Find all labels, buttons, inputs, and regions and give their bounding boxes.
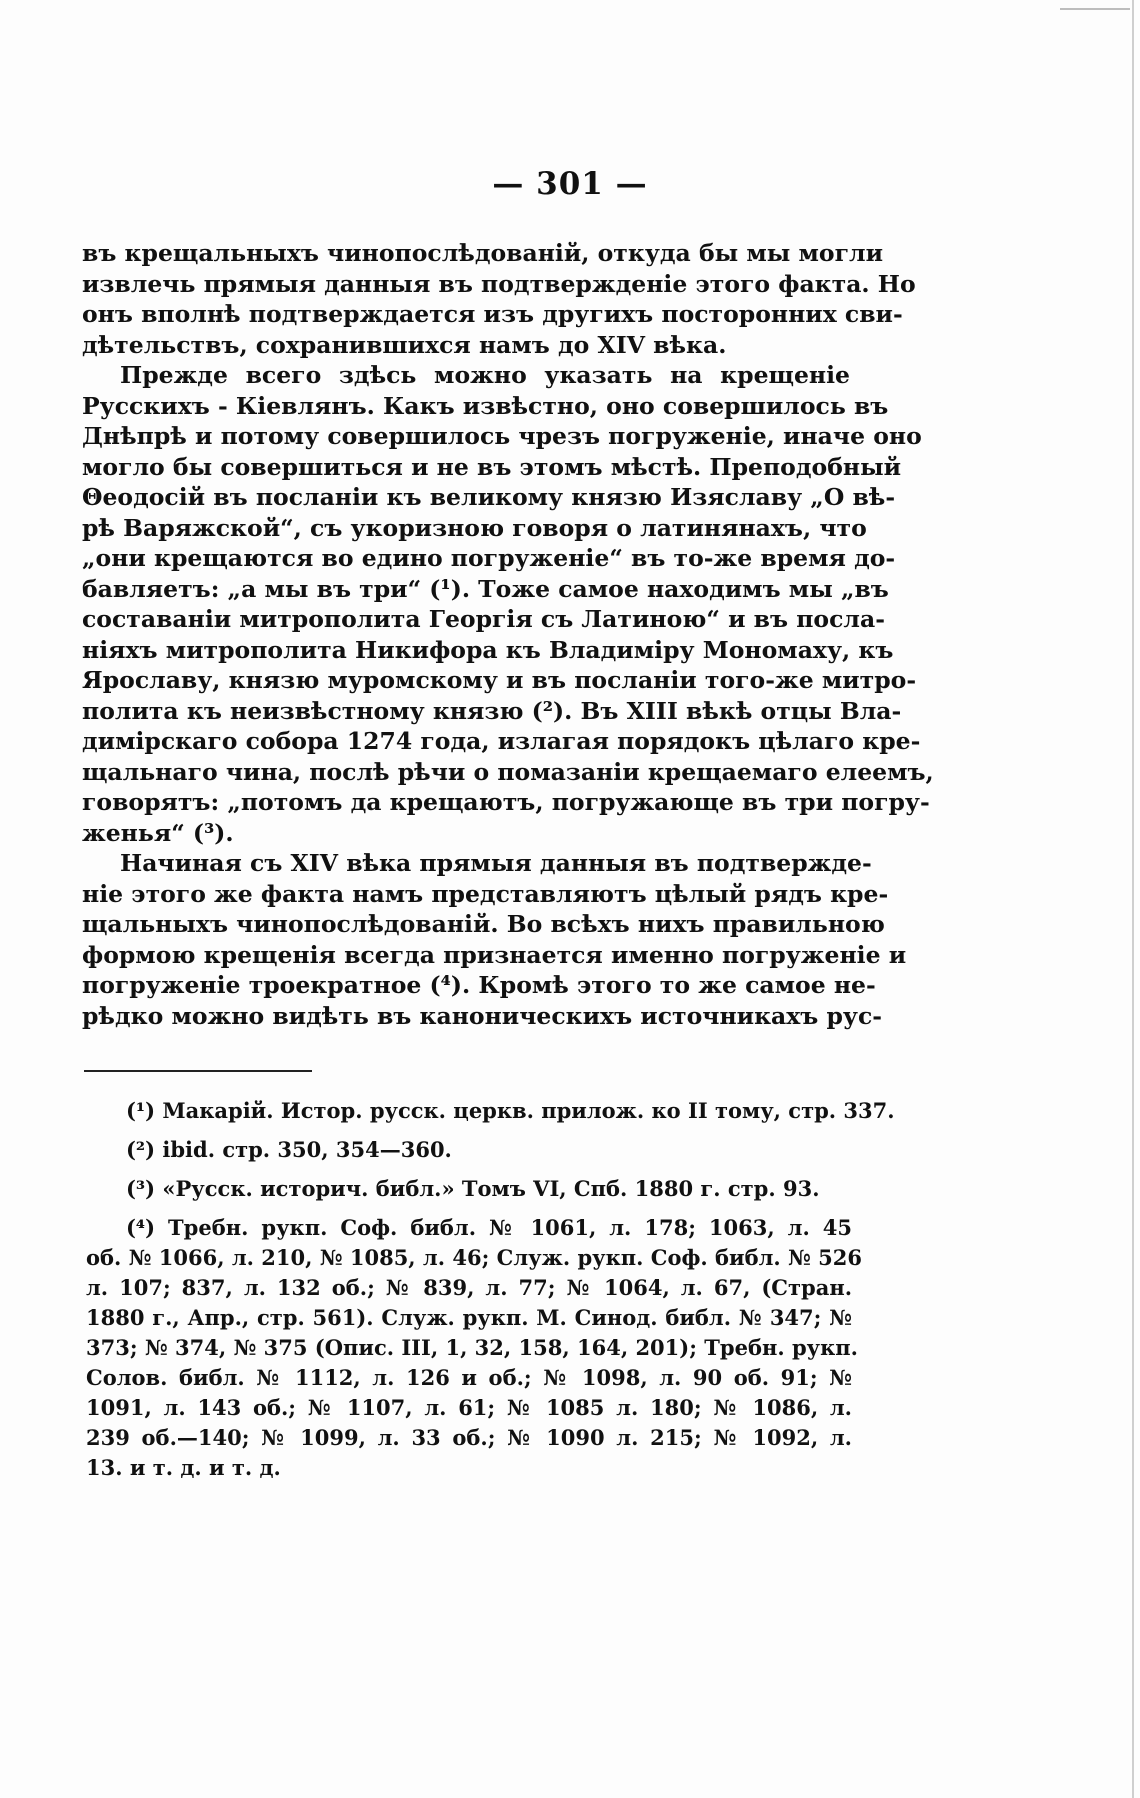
footnote-line: (²) ibid. стр. 350, 354—360. <box>126 1137 452 1162</box>
body-line: въ крещальныхъ чинопослѣдованiй, откуда бы мы могли <box>82 239 884 267</box>
footnote-line: 1091, л. 143 об.; № 1107, л. 61; № 1085 л. 180; № 1086, л. <box>86 1395 852 1420</box>
footnote-line: (⁴) Требн. рукп. Соф. библ. № 1061, л. 178; 1063, л. 45 <box>126 1215 852 1240</box>
body-line: формою крещенiя всегда признается именно погруженiе и <box>82 940 907 969</box>
body-line: нiяхъ митрополита Никифора къ Владимiру Мономаху, къ <box>82 635 894 664</box>
body-line: „они крещаются во едино погруженiе“ въ то-же время до- <box>82 544 896 572</box>
footnote-line: 373; № 374, № 375 (Опис. III, 1, 32, 158, 164, 201); Требн. рукп. <box>86 1335 858 1360</box>
body-line: Θеодосiй въ посланiи къ великому князю Изяславу „О вѣ- <box>82 483 896 511</box>
body-line: рѣдко можно видѣть въ каноническихъ источникахъ рус- <box>82 1001 883 1030</box>
body-line: погруженiе троекратное (⁴). Кромѣ этого то же самое не- <box>82 971 876 999</box>
body-line: извлечь прямыя данныя въ подтвержденiе этого факта. Но <box>82 269 916 298</box>
footnote-rule <box>84 1070 312 1072</box>
body-line: могло бы совершиться и не въ этомъ мѣстѣ. Преподобный <box>82 452 902 481</box>
body-line: говорятъ: „потомъ да крещаютъ, погружающе въ три погру- <box>82 788 930 816</box>
footnote-line: 239 об.—140; № 1099, л. 33 об.; № 1090 л. 215; № 1092, л. <box>86 1425 852 1450</box>
footnote-line: 13. и т. д. и т. д. <box>86 1455 281 1480</box>
footnote-gap <box>86 1165 852 1174</box>
footnote-line: л. 107; 837, л. 132 об.; № 839, л. 77; № 1064, л. 67, (Стран. <box>86 1275 852 1300</box>
body-line: дѣтельствъ, сохранившихся намъ до XIV вѣка. <box>82 330 727 359</box>
body-line: бавляетъ: „а мы въ три“ (¹). Тоже самое находимъ мы „въ <box>82 574 889 603</box>
footnote-line: (³) «Русск. историч. библ.» Томъ VI, Спб. 1880 г. стр. 93. <box>126 1176 820 1201</box>
footnote-gap <box>86 1126 852 1135</box>
body-line: Днѣпрѣ и потому совершилось чрезъ погруженiе, иначе оно <box>82 422 922 450</box>
body-line: Начиная съ XIV вѣка прямыя данныя въ подтвержде- <box>120 849 872 877</box>
body-line: нiе этого же факта намъ представляютъ цѣлый рядъ кре- <box>82 879 889 908</box>
footnote-line: (¹) Макарiй. Истор. русск. церкв. прилож. ко II тому, стр. 337. <box>126 1098 895 1123</box>
body-line: димiрскаго собора 1274 года, излагая порядокъ цѣлаго кре- <box>82 727 921 755</box>
footnote-line: 1880 г., Апр., стр. 561). Служ. рукп. М. Синод. библ. № 347; № <box>86 1305 852 1330</box>
page-number: — 301 — <box>492 166 648 202</box>
body-line: полита къ неизвѣстному князю (²). Въ XIII вѣкѣ отцы Вла- <box>82 696 902 725</box>
footnote-gap <box>86 1204 852 1213</box>
body-line: Русскихъ - Кiевлянъ. Какъ извѣстно, оно совершилось въ <box>82 391 889 420</box>
body-line: составанiи митрополита Георгiя съ Латиною“ и въ посла- <box>82 605 885 633</box>
body-line: Ярославу, князю муромскому и въ посланiи того-же митро- <box>82 666 917 694</box>
body-line: рѣ Варяжской“, съ укоризною говоря о латинянахъ, что <box>82 513 867 542</box>
body-line: Прежде всего здѣсь можно указать на крещенiе <box>120 361 850 389</box>
footnote-line: об. № 1066, л. 210, № 1085, л. 46; Служ. рукп. Соф. библ. № 526 <box>86 1245 862 1270</box>
body-line: щальныхъ чинопослѣдованiй. Во всѣхъ нихъ правильною <box>82 910 885 938</box>
scan-edge-top <box>1060 8 1130 10</box>
footnote-line: Солов. библ. № 1112, л. 126 и об.; № 1098, л. 90 об. 91; № <box>86 1365 852 1390</box>
scan-edge-right <box>1132 0 1134 1798</box>
footnotes <box>86 1096 895 1483</box>
body-line: онъ вполнѣ подтверждается изъ другихъ посторонних сви- <box>82 300 903 328</box>
body-line: женья“ (³). <box>82 818 234 847</box>
body-text <box>82 238 934 1031</box>
body-line: щальнаго чина, послѣ рѣчи о помазанiи крещаемаго елеемъ, <box>82 757 934 786</box>
